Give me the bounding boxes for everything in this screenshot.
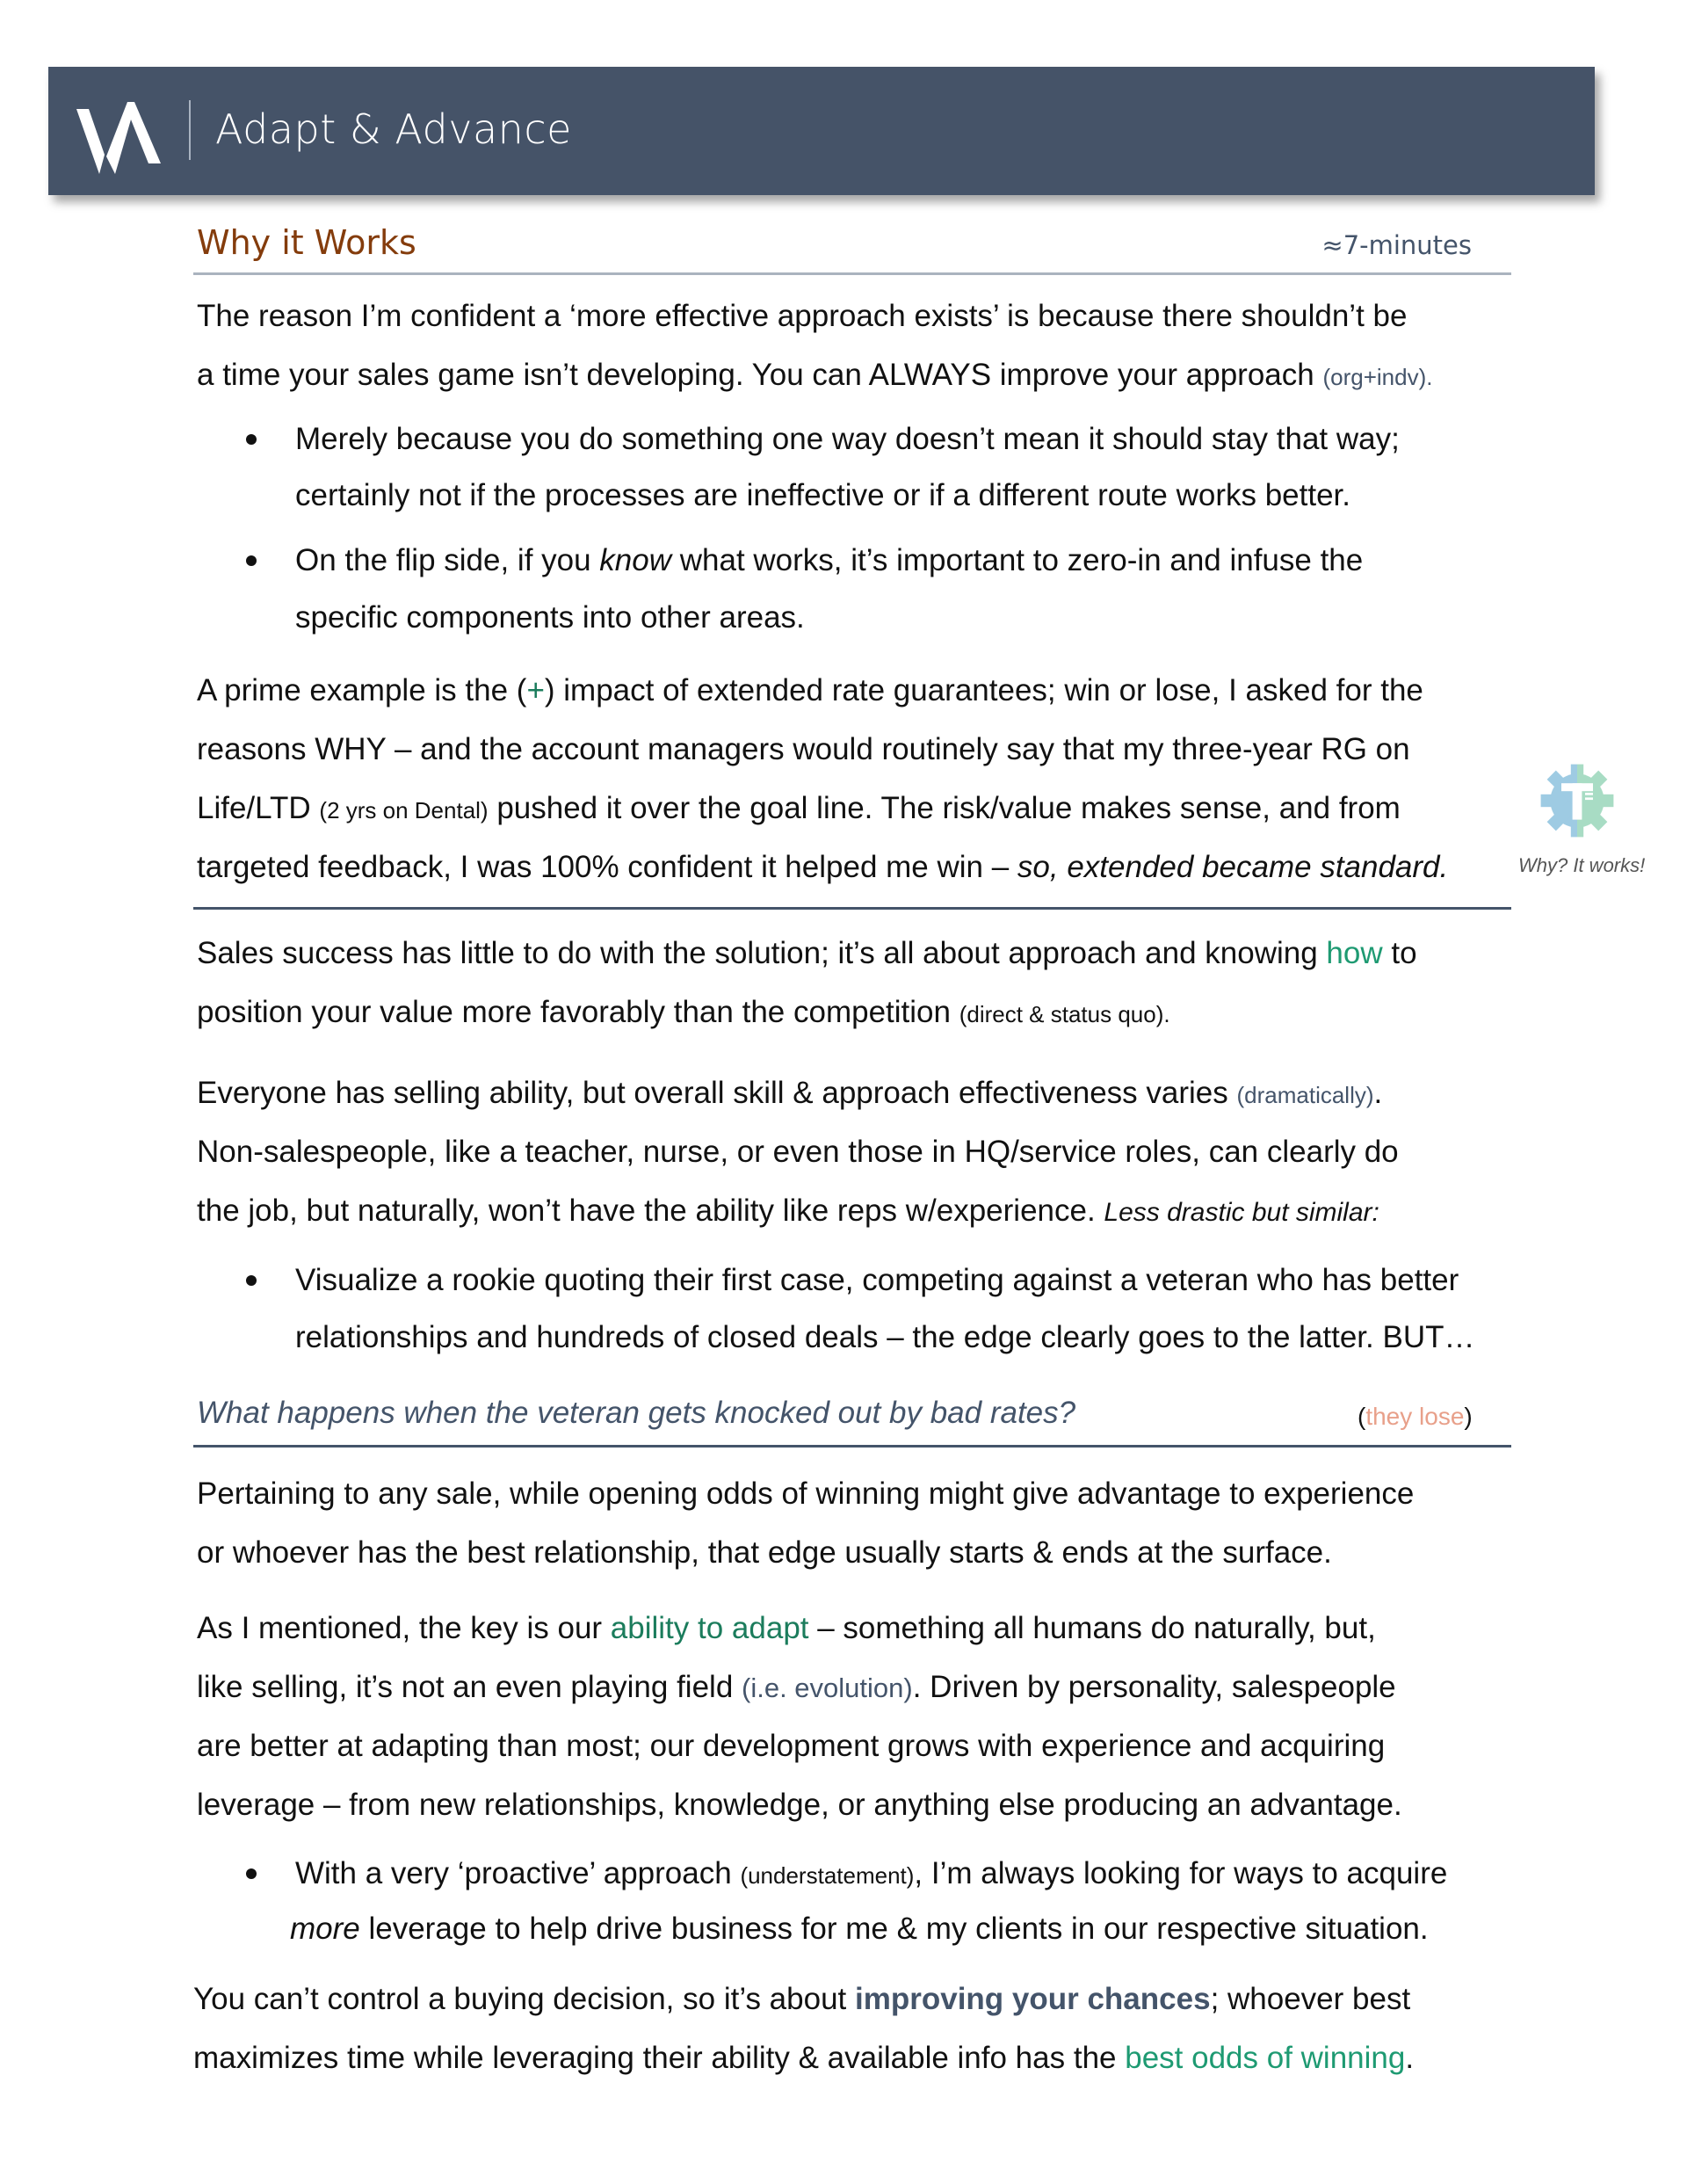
p2-line2: reasons WHY – and the account managers would routinely say that my three-year RG on (197, 732, 1410, 766)
va-logo-icon (76, 102, 164, 174)
emphasis-improving-chances: improving your chances (855, 1982, 1211, 2016)
bullet1-line1: Merely because you do something one way doesn’t mean it should stay that way; (295, 422, 1400, 456)
bullet4-line2: more leverage to help drive business for me & my clients in our respective situation. (290, 1912, 1429, 1946)
p4-line1: Everyone has selling ability, but overall skill & approach effectiveness varies (dramatically). (197, 1076, 1383, 1110)
p7-line1: You can’t control a buying decision, so it’s about improving your chances; whoever best (193, 1982, 1411, 2016)
p3-line2: position your value more favorably than the competition (direct & status quo). (197, 995, 1170, 1029)
emphasis-best-odds: best odds of winning (1125, 2041, 1406, 2075)
p6-line1: As I mentioned, the key is our ability to adapt – something all humans do naturally, but, (197, 1611, 1376, 1645)
p3-line1: Sales success has little to do with the solution; it’s all about approach and knowing how to (197, 936, 1417, 970)
p2-line1: A prime example is the (+) impact of extended rate guarantees; win or lose, I asked for the (197, 673, 1423, 707)
bullet3-line2: relationships and hundreds of closed deals – the edge clearly goes to the latter. BUT… (295, 1320, 1475, 1354)
p6-line3: are better at adapting than most; our development grows with experience and acquiring (197, 1729, 1386, 1763)
divider (193, 1445, 1511, 1448)
question-answer: (they lose) (1358, 1403, 1473, 1430)
bullet3-line1: Visualize a rookie quoting their first case, competing against a veteran who has better (295, 1263, 1459, 1297)
bullet1-line2: certainly not if the processes are ineffective or if a different route works better. (295, 478, 1350, 512)
divider (193, 907, 1511, 910)
header-banner (48, 67, 1595, 195)
p4-line3: the job, but naturally, won’t have the ability like reps w/experience. Less drastic but similar: (197, 1194, 1379, 1228)
p2-line4: targeted feedback, I was 100% confident it helped me win – so, extended became standard. (197, 850, 1449, 884)
section-divider (193, 272, 1511, 275)
p2-line3: Life/LTD (2 yrs on Dental) pushed it over the goal line. The risk/value makes sense, and from (197, 791, 1401, 825)
bullet4-line1: With a very ‘proactive’ approach (understatement), I’m always looking for ways to acquire (295, 1856, 1448, 1890)
p4-line2: Non-salespeople, like a teacher, nurse, or even those in HQ/service roles, can clearly do (197, 1135, 1399, 1169)
reading-duration: ≈7-minutes (1321, 230, 1472, 260)
bullet2-line1: On the flip side, if you know what works, it’s important to zero-in and infuse the (295, 543, 1364, 577)
bullet-dot (246, 1868, 257, 1879)
question-text: What happens when the veteran gets knocked out by bad rates? (197, 1396, 1076, 1430)
p6-line2: like selling, it’s not an even playing field (i.e. evolution). Driven by personality, salespeople (197, 1670, 1396, 1704)
p6-line4: leverage – from new relationships, knowledge, or anything else producing an advantage. (197, 1788, 1402, 1822)
p1-note: (org+indv). (1322, 364, 1433, 390)
bullet-dot (246, 555, 257, 566)
bullet-dot (246, 1275, 257, 1286)
p5-line1: Pertaining to any sale, while opening odds of winning might give advantage to experience (197, 1477, 1415, 1511)
bullet-dot (246, 434, 257, 445)
badge-caption: Why? It works! (1518, 854, 1646, 876)
plus-sign: + (526, 673, 545, 707)
header-title: Adapt & Advance (215, 105, 572, 153)
bullet2-line2: specific components into other areas. (295, 600, 805, 635)
p7-line2: maximizes time while leveraging their ability & available info has the best odds of winning. (193, 2041, 1415, 2075)
gear-t-icon (1538, 761, 1617, 840)
p1-line2: a time your sales game isn’t developing. You can ALWAYS improve your approach (org+indv). (197, 358, 1433, 392)
section-title: Why it Works (197, 223, 416, 262)
logo-divider (189, 100, 191, 160)
p5-line2: or whoever has the best relationship, that edge usually starts & ends at the surface. (197, 1535, 1332, 1570)
p1-line1: The reason I’m confident a ‘more effective approach exists’ is because there shouldn’t be (197, 299, 1408, 333)
